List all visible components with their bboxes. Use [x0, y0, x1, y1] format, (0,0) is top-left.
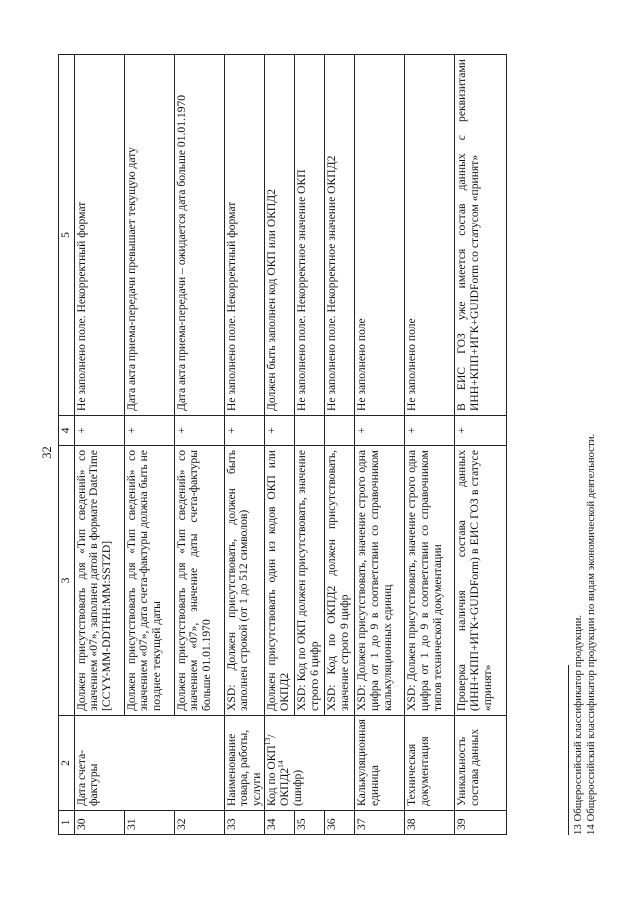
row-number: 34 — [265, 811, 295, 835]
header-col-5: 5 — [59, 55, 75, 416]
row-number: 37 — [355, 811, 405, 835]
row-number: 31 — [124, 811, 174, 835]
footnote-separator — [568, 665, 569, 835]
check-condition: Проверка наличия состава данных (ИНН+КПП+ИГК+GUIDForm) в ЕИС ГОЗ в статусе «принят» — [455, 446, 507, 716]
header-col-4: 4 — [59, 416, 75, 446]
row-number: 30 — [74, 811, 124, 835]
error-message: Не заполнено поле. Некорректный формат — [74, 55, 124, 416]
header-col-2: 2 — [59, 716, 75, 811]
error-message: Дата акта приема-передачи – ожидается дата больше 01.01.1970 — [174, 55, 224, 416]
field-name: Наименование товара, работы, услуги — [224, 716, 265, 811]
row-number: 35 — [295, 811, 325, 835]
error-message: Дата акта приема-передачи превышает текущую дату — [124, 55, 174, 416]
table-row — [455, 55, 507, 835]
page-number: 32 — [40, 446, 54, 459]
field-name: Техническая документация — [405, 716, 455, 811]
mandatory-flag: + — [74, 416, 124, 446]
check-condition: Должен присутствовать для «Тип сведений» со значением «07», значение даты счета-фактуры больше 01.01.1970 — [174, 446, 224, 716]
error-message: В ЕИС ГОЗ уже имеется состав данных с реквизитами ИНН+КПП+ИГК+GUIDForm со статусом «принят» — [455, 55, 507, 416]
error-message: Не заполнено поле. Некорректный формат — [224, 55, 265, 416]
check-condition: XSD: Код по ОКПД2 должен присутствовать, значение строго 9 цифр — [325, 446, 355, 716]
field-name: Калькуляционная единица — [355, 716, 405, 811]
table-row — [265, 55, 295, 835]
check-condition: XSD: Должен присутствовать, значение строго одна цифра от 1 до 9 в соответствии со справочником типов технической документации — [405, 446, 455, 716]
field-name: Уникальность состава данных — [455, 716, 507, 811]
error-message: Не заполнено поле — [355, 55, 405, 416]
mandatory-flag: + — [405, 416, 455, 446]
header-col-1: 1 — [59, 811, 75, 835]
field-name: Дата счета-фактуры — [74, 716, 224, 811]
field-name-code: Код по $ОКП^{13}/ОКПД2^{14}$ — [263, 734, 291, 806]
row-number: 36 — [325, 811, 355, 835]
row-number: 33 — [224, 811, 265, 835]
mandatory-flag: + — [265, 416, 295, 446]
header-col-3: 3 — [59, 446, 75, 716]
error-message: Не заполнено поле. Некорректное значение ОКПД2 — [325, 55, 355, 416]
table-row — [224, 55, 265, 835]
validation-table — [58, 54, 507, 835]
mandatory-flag: + — [455, 416, 507, 446]
field-name — [265, 716, 355, 811]
check-condition: XSD: Код по ОКП должен присутствовать, значение строго 6 цифр — [295, 446, 325, 716]
table-header-row — [59, 55, 75, 835]
check-condition: Должен присутствовать для «Тип сведений» со значением «07», дата счета-фактуры должна быть не позднее текущей даты — [124, 446, 174, 716]
mandatory-flag — [295, 416, 325, 446]
row-number: 39 — [455, 811, 507, 835]
footnote-14: 14 Общероссийский классификатор продукции по видам экономической деятельности. — [585, 433, 597, 835]
error-message: Должен быть заполнен код ОКП или ОКПД2 — [265, 55, 295, 416]
row-number: 32 — [174, 811, 224, 835]
mandatory-flag: + — [124, 416, 174, 446]
table-row — [74, 55, 124, 835]
footnote-13: 13 Общероссийский классификатор продукции. — [572, 614, 584, 835]
mandatory-flag: + — [355, 416, 405, 446]
check-condition: Должен присутствовать для «Тип сведений» со значением «07», заполнен датой в формате DateTime [CCYY-MM-DDTHH:MM:SSTZD] — [74, 446, 124, 716]
table-row — [405, 55, 455, 835]
row-number: 38 — [405, 811, 455, 835]
field-name-cipher: (шифр) — [290, 769, 304, 806]
check-condition: XSD: Должен присутствовать, значение строго одна цифра от 1 до 9 в соответствии со справочником калькуляционных единиц — [355, 446, 405, 716]
table-row — [355, 55, 405, 835]
mandatory-flag: + — [174, 416, 224, 446]
mandatory-flag — [325, 416, 355, 446]
mandatory-flag: + — [224, 416, 265, 446]
check-condition: XSD: Должен присутствовать, должен быть заполнен строкой (от 1 до 512 символов) — [224, 446, 265, 716]
error-message: Не заполнено поле — [405, 55, 455, 416]
error-message: Не заполнено поле. Некорректное значение ОКП — [295, 55, 325, 416]
check-condition: Должен присутствовать один из кодов ОКП или ОКПД2 — [265, 446, 295, 716]
